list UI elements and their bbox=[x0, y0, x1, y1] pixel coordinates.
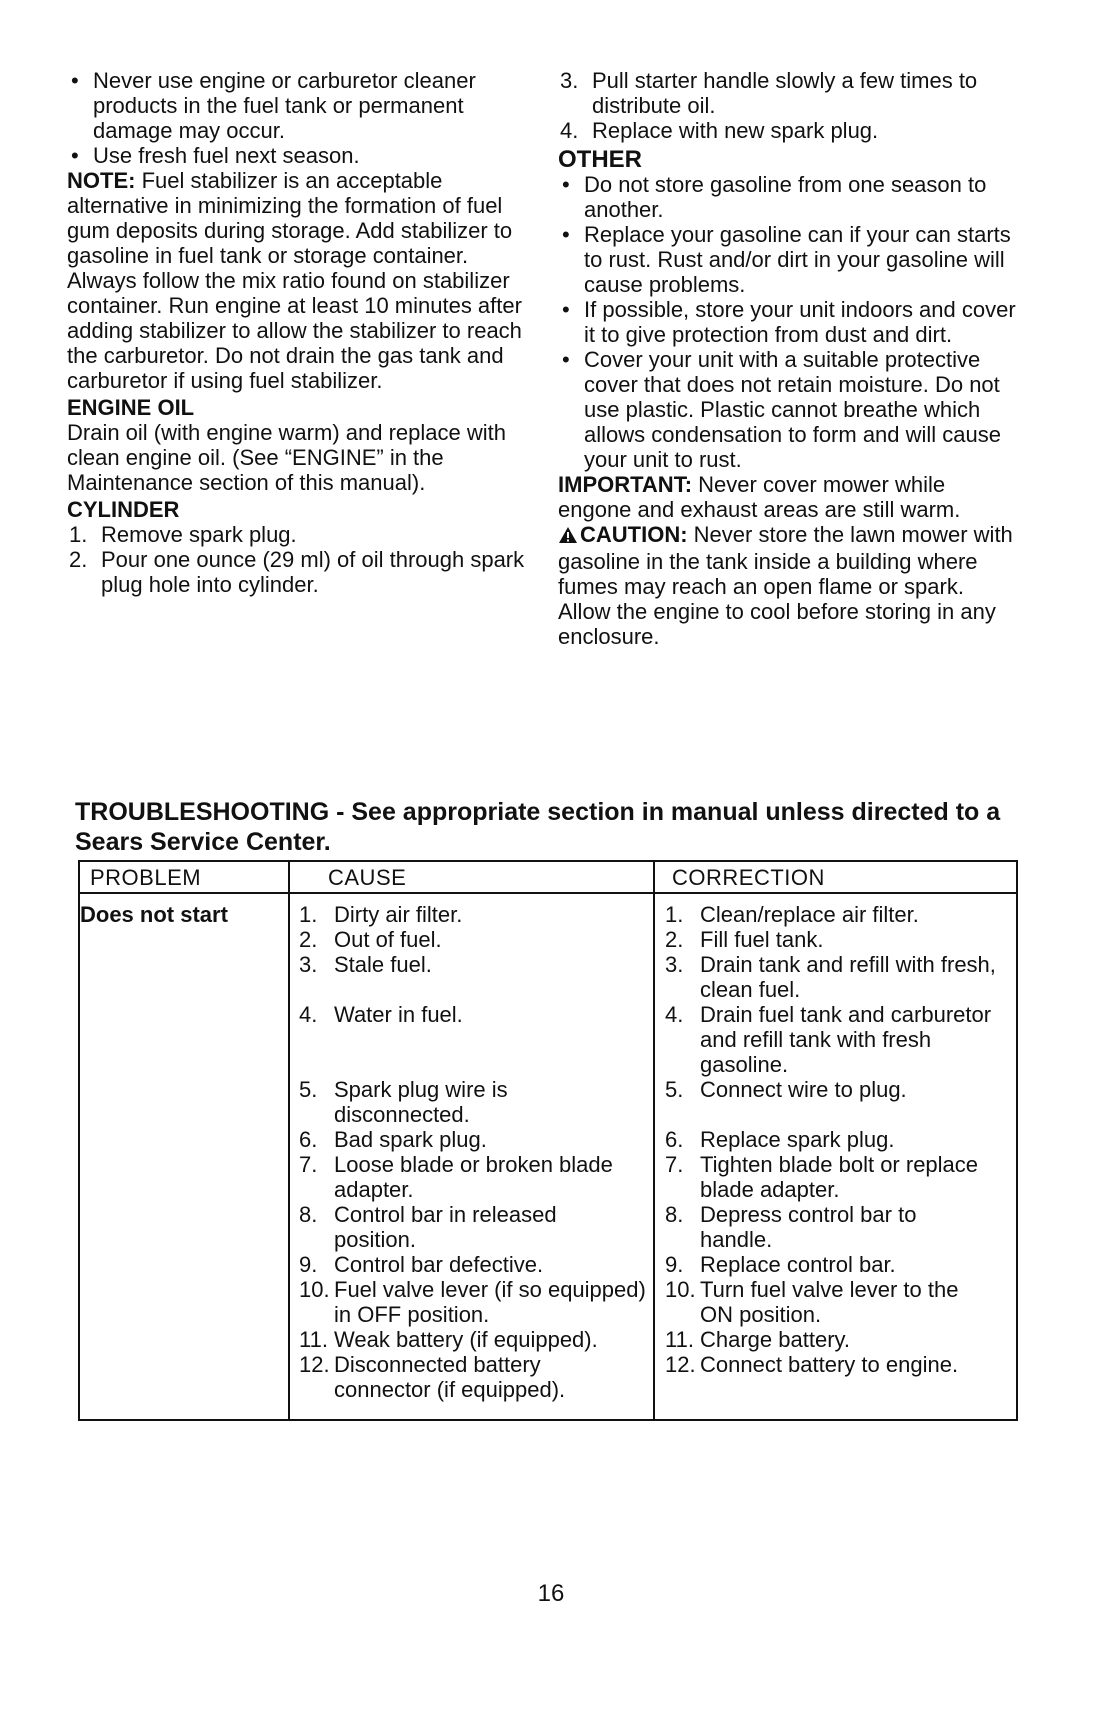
left-column bbox=[67, 68, 537, 597]
other-heading: OTHER bbox=[558, 146, 642, 173]
list-item: 10. Turn fuel valve lever to the ON position. bbox=[665, 1277, 959, 1327]
bullet-dot-icon: • bbox=[562, 347, 570, 372]
header-correction: CORRECTION bbox=[672, 865, 825, 890]
list-item: 6. Bad spark plug. bbox=[299, 1127, 487, 1152]
header-cause: CAUSE bbox=[328, 865, 407, 890]
important-paragraph: IMPORTANT: Never cover mower while engone and exhaust areas are still warm. bbox=[558, 472, 961, 522]
bullet-dot-icon: • bbox=[562, 297, 570, 322]
fuel-bullet-cleaner: • Never use engine or carburetor cleaner products in the fuel tank or permanent damage may occur. bbox=[71, 68, 476, 143]
troubleshooting-table bbox=[78, 860, 1018, 1421]
cylinder-step: 1. Remove spark plug. bbox=[69, 522, 297, 547]
important-label: IMPORTANT: bbox=[558, 472, 693, 497]
correction-list bbox=[665, 902, 1015, 1377]
list-item: 9. Replace control bar. bbox=[665, 1252, 896, 1277]
list-item: 3. Drain tank and refill with fresh, clean fuel. bbox=[665, 952, 996, 1002]
note-paragraph bbox=[67, 168, 537, 393]
list-item: 2. Out of fuel. bbox=[299, 927, 442, 952]
list-item: 7. Loose blade or broken blade adapter. bbox=[299, 1152, 613, 1202]
other-bullet: • Cover your unit with a suitable protective cover that does not retain moisture. Do not use plastic. Plastic cannot breathe which allows condensation to form and will cause your unit to rust. bbox=[562, 347, 1002, 472]
other-bullet: • Replace your gasoline can if your can starts to rust. Rust and/or dirt in your gasoline will cause problems. bbox=[562, 222, 1011, 297]
other-bullet: • If possible, store your unit indoors and cover it to give protection from dust and dirt. bbox=[562, 297, 1016, 347]
list-item: 11. Weak battery (if equipped). bbox=[299, 1327, 598, 1352]
list-item: 8. Control bar in released position. bbox=[299, 1202, 557, 1252]
page-number: 16 bbox=[537, 1580, 565, 1607]
cause-list bbox=[299, 902, 659, 1402]
problem-cell: Does not start bbox=[80, 902, 228, 927]
caution-paragraph: CAUTION: Never store the lawn mower with gasoline in the tank inside a building where fumes may reach an open flame or spark. Allow the engine to cool before storing in any enclosure. bbox=[558, 522, 1013, 649]
engine-oil-heading: ENGINE OIL bbox=[67, 395, 195, 420]
cylinder-step: 4. Replace with new spark plug. bbox=[560, 118, 879, 143]
note-label: NOTE: bbox=[67, 168, 136, 193]
list-item: 11. Charge battery. bbox=[665, 1327, 851, 1352]
list-item: 10. Fuel valve lever (if so equipped) in OFF position. bbox=[299, 1277, 646, 1327]
other-bullet: • Do not store gasoline from one season to another. bbox=[562, 172, 987, 222]
list-item: 4. Water in fuel. bbox=[299, 1002, 463, 1027]
fuel-bullet-fresh: • Use fresh fuel next season. bbox=[71, 143, 360, 168]
cylinder-step: 3. Pull starter handle slowly a few times to distribute oil. bbox=[560, 68, 978, 118]
list-item: 4. Drain fuel tank and carburetor and refill tank with fresh gasoline. bbox=[665, 1002, 992, 1077]
cylinder-step: 2. Pour one ounce (29 ml) of oil through spark plug hole into cylinder. bbox=[69, 547, 525, 597]
list-item: 2. Fill fuel tank. bbox=[665, 927, 824, 952]
list-item: 6. Replace spark plug. bbox=[665, 1127, 895, 1152]
caution-label: CAUTION: bbox=[580, 522, 688, 547]
list-item: 12. Connect battery to engine. bbox=[665, 1352, 959, 1377]
warning-triangle-icon bbox=[558, 524, 578, 549]
engine-oil-text: Drain oil (with engine warm) and replace with clean engine oil. (See “ENGINE” in the Maintenance section of this manual). bbox=[67, 420, 506, 495]
bullet-dot-icon: • bbox=[71, 68, 79, 93]
header-problem: PROBLEM bbox=[90, 865, 202, 890]
bullet-dot-icon: • bbox=[562, 172, 570, 197]
right-column bbox=[558, 68, 1018, 649]
table-header-row bbox=[80, 862, 1016, 894]
list-item: 1. Clean/replace air filter. bbox=[665, 902, 919, 927]
list-item: 12. Disconnected battery connector (if equipped). bbox=[299, 1352, 566, 1402]
note-text: Fuel stabilizer is an acceptable alternative in minimizing the formation of fuel gum deposits during storage. Add stabilizer to gasoline in fuel tank or storage container. Always follow the mix ratio found on stabilizer container. Run engine at least 10 minutes after adding stabilizer to allow the stabilizer to reach the carburetor. Do not drain the gas tank and carburetor if using fuel stabilizer. bbox=[67, 168, 522, 393]
list-item: 8. Depress control bar to handle. bbox=[665, 1202, 917, 1252]
list-item: 5. Connect wire to plug. bbox=[665, 1077, 907, 1102]
list-item: 1. Dirty air filter. bbox=[299, 902, 463, 927]
troubleshooting-title: TROUBLESHOOTING - See appropriate section in manual unless directed to a Sears Service Center. bbox=[75, 798, 1001, 856]
list-item: 9. Control bar defective. bbox=[299, 1252, 544, 1277]
cylinder-heading: CYLINDER bbox=[67, 497, 180, 522]
bullet-dot-icon: • bbox=[71, 143, 79, 168]
list-item: 5. Spark plug wire is disconnected. bbox=[299, 1077, 508, 1127]
bullet-dot-icon: • bbox=[562, 222, 570, 247]
column-divider bbox=[288, 862, 290, 1419]
list-item: 3. Stale fuel. bbox=[299, 952, 432, 977]
list-item: 7. Tighten blade bolt or replace blade adapter. bbox=[665, 1152, 979, 1202]
